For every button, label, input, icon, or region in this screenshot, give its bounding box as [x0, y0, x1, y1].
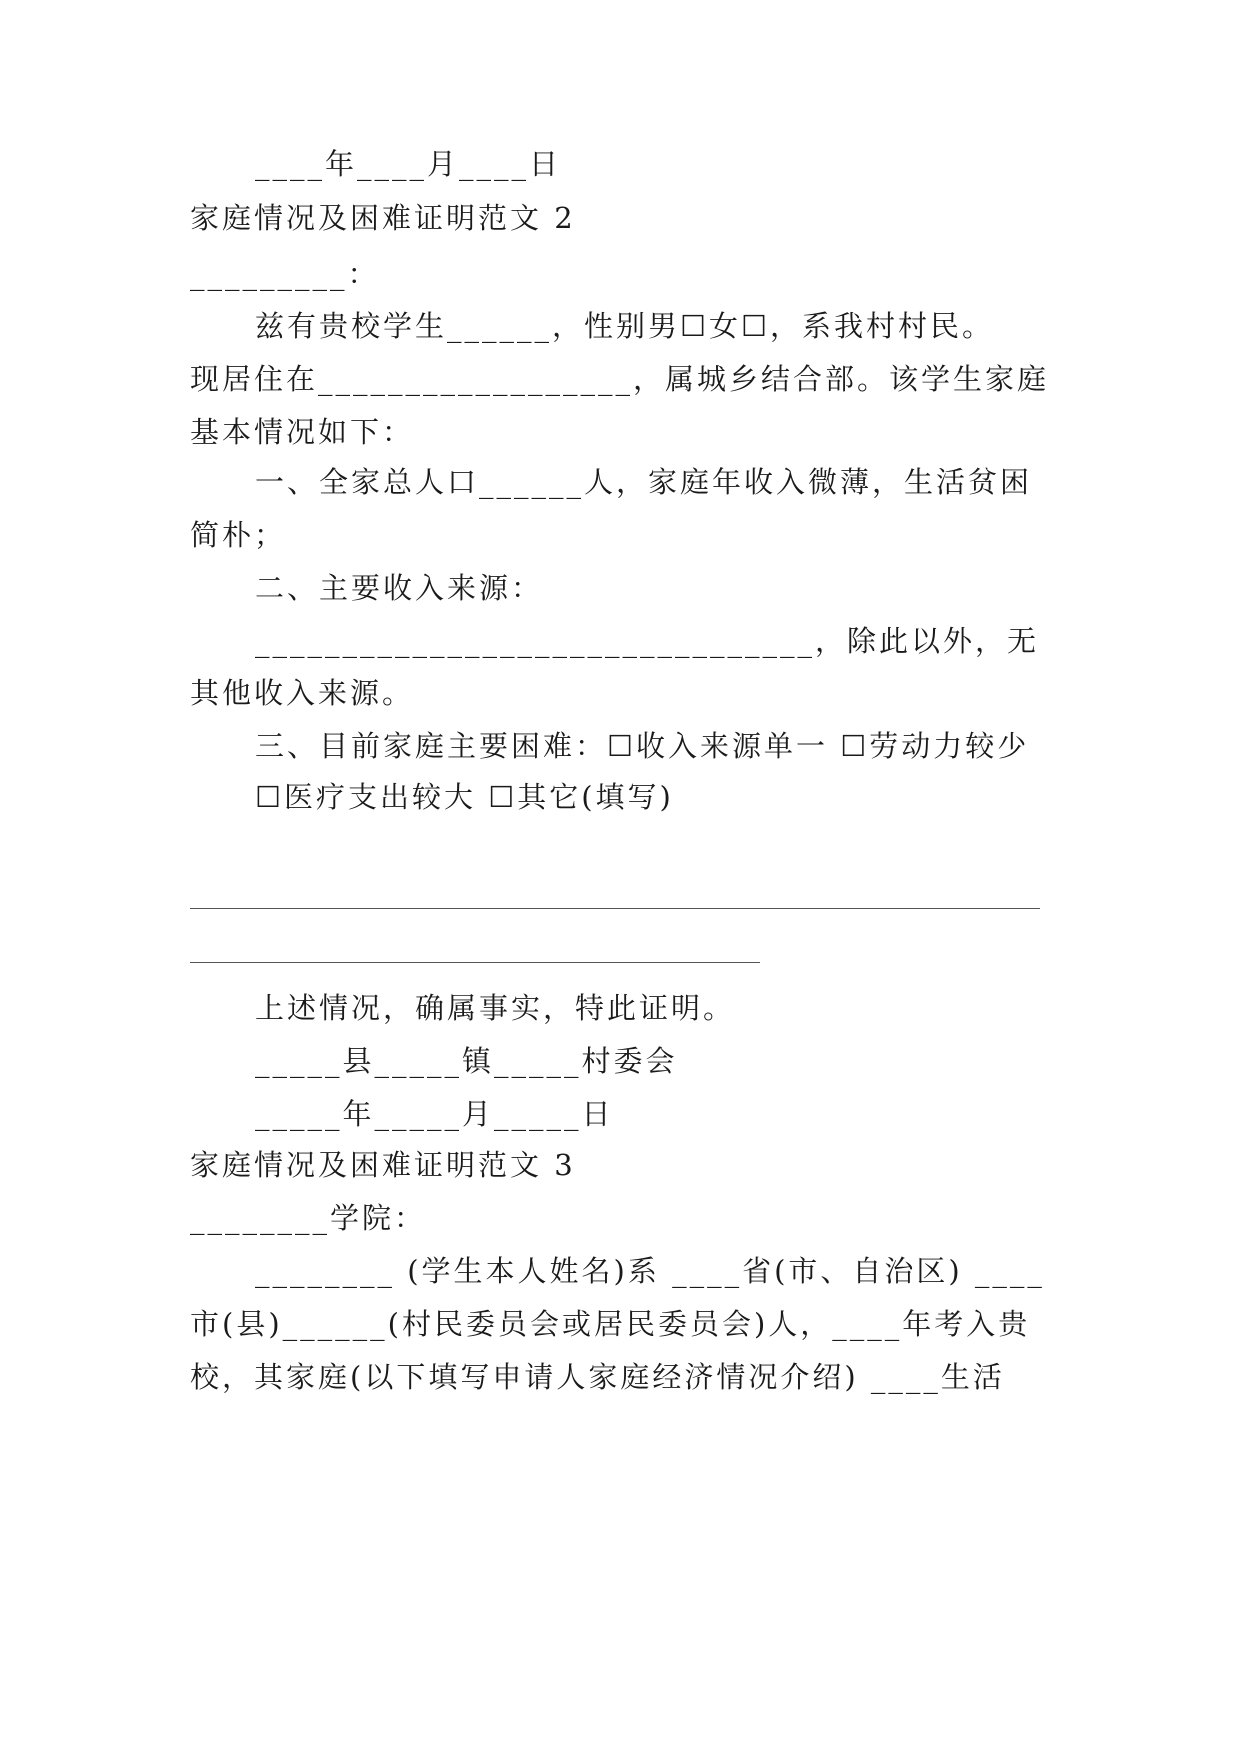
paragraph-1-line-2: 现居住在__________________，属城乡结合部。该学生家庭: [190, 362, 1050, 396]
section-title-3: 家庭情况及困难证明范文 3: [190, 1148, 576, 1182]
paragraph-3-line-2: ________________________________，除此以外，无: [255, 624, 1040, 658]
paragraph-1-line-3: 基本情况如下：: [190, 415, 415, 449]
addressee-line-2: _________：: [190, 257, 380, 291]
date-line-1: ____年____月____日: [255, 147, 562, 181]
addressee-line-3: ________学院：: [190, 1201, 427, 1235]
blank-fill-line-2: [190, 962, 760, 963]
paragraph-6-line-2: 市(县)______(村民委员会或居民委员会)人，____年考入贵: [190, 1307, 1031, 1341]
blank-fill-line-1: [190, 908, 1040, 909]
paragraph-4-line-1: 三、目前家庭主要困难：☐收入来源单一 ☐劳动力较少: [255, 729, 1030, 763]
paragraph-6-line-3: 校，其家庭(以下填写申请人家庭经济情况介绍) ____生活: [190, 1360, 1005, 1394]
date-line-2: _____年_____月_____日: [255, 1097, 614, 1131]
paragraph-2-line-2: 简朴；: [190, 518, 287, 552]
paragraph-6-line-1: ________ (学生本人姓名)系 ____省(市、自治区) ____: [255, 1254, 1045, 1288]
signature-line: _____县_____镇_____村委会: [255, 1044, 678, 1078]
paragraph-5: 上述情况，确属事实，特此证明。: [255, 991, 736, 1025]
paragraph-1-line-1: 兹有贵校学生______，性别男☐女☐，系我村村民。: [255, 309, 994, 343]
paragraph-3-line-3: 其他收入来源。: [190, 676, 415, 710]
section-title-2: 家庭情况及困难证明范文 2: [190, 201, 576, 235]
paragraph-2-line-1: 一、全家总人口______人，家庭年收入微薄，生活贫困: [255, 465, 1033, 499]
paragraph-3-line-1: 二、主要收入来源：: [255, 571, 544, 605]
paragraph-4-line-2: ☐医疗支出较大 ☐其它(填写): [255, 780, 674, 814]
